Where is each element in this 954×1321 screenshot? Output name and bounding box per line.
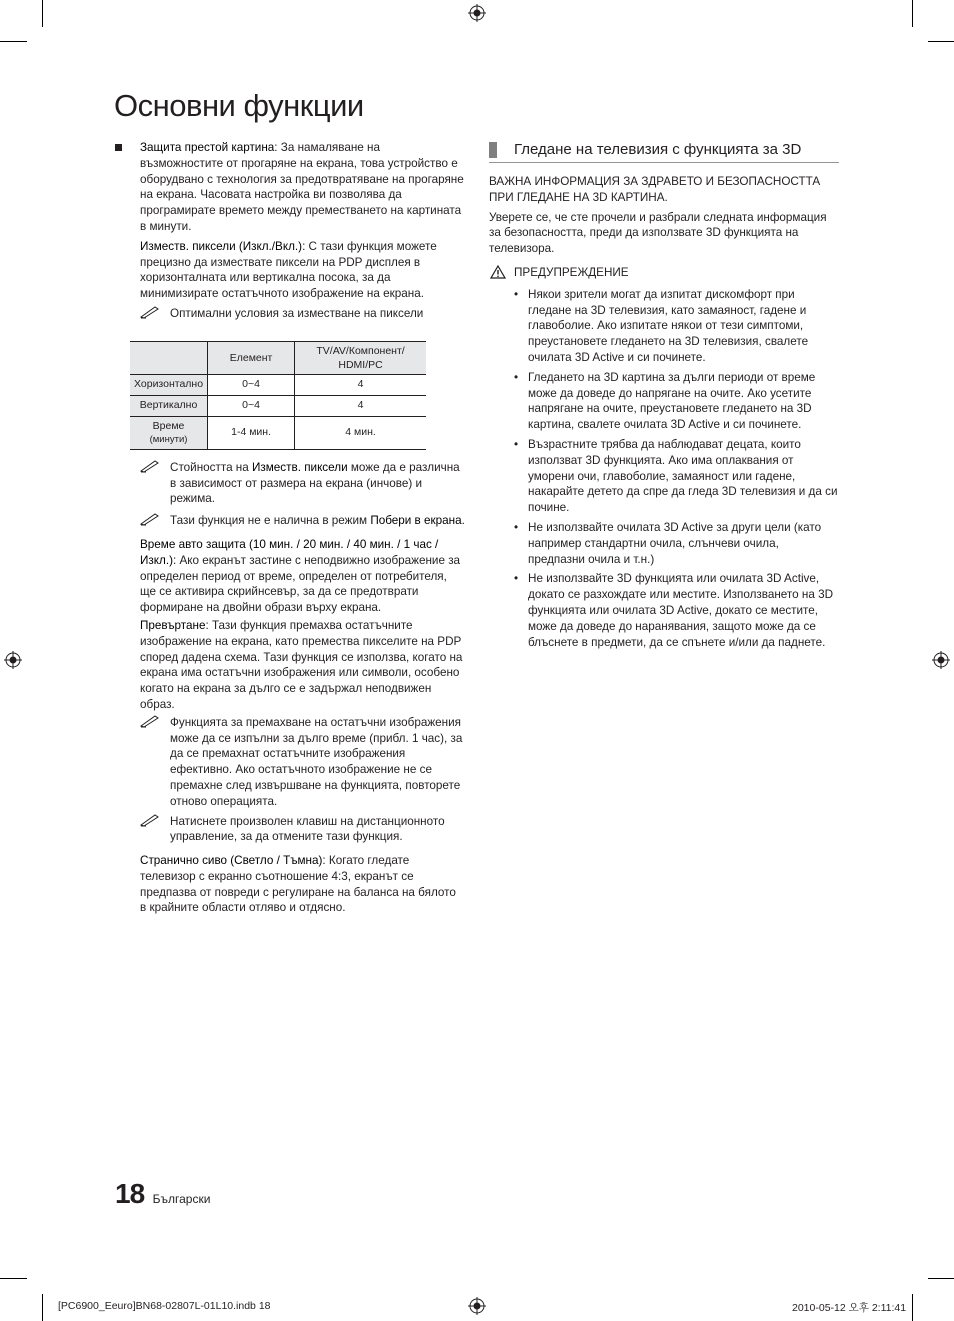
warning-block	[489, 265, 839, 650]
note-fit-bold: Побери в екрана	[370, 514, 462, 528]
table-row	[130, 395, 426, 416]
note-fit-post: .	[461, 514, 465, 528]
registration-mark-icon	[4, 651, 22, 669]
scrolling-text: : Тази функция премахва остатъчните изображение на екрана, като премества пикселите на PDP според дадена схема. Тази функция се използва, когато на екрана има остатъчни изображения или символи, особено когато на екрана за дълго се е задържал неподвижен образ.	[140, 618, 463, 711]
scrolling-label: Превъртане	[140, 618, 206, 632]
heading-bar-icon	[489, 142, 497, 158]
pixel-shift-table	[130, 341, 426, 450]
crop-mark	[928, 41, 954, 42]
list-item: • Не използвайте очилата 3D Active за други цели (като например стандартни очила, слънчеви очила, предпазни очила и т.н.)	[514, 520, 839, 567]
section-heading	[489, 140, 839, 163]
list-item: • Някои зрители могат да изпитат дискомфорт при гледане на 3D телевизия, като замаяност, гадене и главоболие. Ако изпитате някои от тези симптоми, преустановете гледането на 3D телевизия, свалете очилата 3D Active и си починете.	[514, 287, 839, 366]
crop-mark	[912, 0, 913, 27]
crop-mark	[0, 41, 27, 42]
notes-and-settings	[115, 460, 465, 917]
pixel-shift-text: : С тази функция можете прецизно да измествате пиксели на PDP дисплея в хоризонталната или вертикална посока, за да минимизирате остатъчното изображение на екрана.	[140, 239, 437, 301]
auto-protect-text: : Ако екранът застине с неподвижно изображение за определен период от време, определен от потребителя, ще се активира скрийнсевър, за да се предотврати формиране на двойни образи върху екрана.	[140, 553, 461, 615]
note-scroll-1-text: Функцията за премахване на остатъчни изображения може да се изпълни за дълго време (прибл. 1 час), за да се премахнат остатъчните изображения ефективно. Ако остатъчното изображение не се премахне след извършване на функцията, повторете отново операцията.	[170, 715, 463, 808]
table-cell: 4	[295, 374, 426, 395]
table-cell: 0~4	[208, 395, 295, 416]
crop-mark	[42, 0, 43, 27]
note-value-post: може да е различна в зависимост от размера на екрана (инчове) и режима.	[170, 460, 460, 506]
table-header-cell: TV/AV/Компонент/ HDMI/PC	[295, 341, 426, 374]
list-item: • Възрастните трябва да наблюдават децата, които използват 3D функцията. Ако има оплаквания от уморени очи, главоболие, замаяност или гадене, накарайте детето да спре да гледа 3D телевизия и да си почине.	[514, 437, 839, 516]
scrolling-paragraph	[140, 618, 465, 713]
footer-datetime: 2010-05-12 오후 2:11:41	[792, 1302, 907, 1314]
warning-icon	[490, 265, 506, 279]
side-gray-label: Странично сиво (Светло / Тъмна)	[140, 854, 323, 868]
crop-mark	[42, 1294, 43, 1321]
registration-mark-icon	[468, 4, 486, 22]
footer-file: [PC6900_Eeuro]BN68-02807L-01L10.indb 18	[58, 1300, 271, 1312]
page-number: 18	[115, 1178, 145, 1209]
important-notice: ВАЖНА ИНФОРМАЦИЯ ЗА ЗДРАВЕТО И БЕЗОПАСНОСТТА ПРИ ГЛЕДАНЕ НА 3D КАРТИНА.	[489, 175, 821, 204]
note-pen-icon	[140, 813, 160, 827]
section-heading-text: Гледане на телевизия с функцията за 3D	[514, 141, 802, 158]
table-row	[130, 416, 426, 449]
note-pen-icon	[140, 305, 160, 319]
crop-mark	[0, 1278, 27, 1279]
note-fit	[140, 513, 465, 529]
table-cell-sub: (минути)	[149, 433, 188, 445]
warning-label: ПРЕДУПРЕЖДЕНИЕ	[514, 265, 629, 279]
crop-mark	[912, 1294, 913, 1321]
table-cell: 1-4 мин.	[208, 416, 295, 449]
note-scroll-2-text: Натиснете произволен клавиш на дистанционното управление, за да отмените тази функция.	[170, 814, 445, 844]
side-gray-paragraph	[140, 853, 465, 916]
screen-burn-section	[115, 140, 465, 322]
screen-burn-paragraph	[140, 140, 465, 235]
warning-list	[514, 287, 839, 651]
registration-mark-icon	[468, 1297, 486, 1315]
auto-protect-label: Време авто защита (10 мин. / 20 мин. / 40 мин. / 1 час / Изкл.)	[140, 537, 439, 567]
table-header-cell: Елемент	[208, 341, 295, 374]
left-column	[115, 140, 465, 916]
screen-burn-text: : За намаляване на възможностите от прогаряне на екрана, това устройство е оборудвано с технология за предотвратяване на прогаряне на екрана. Часовата настройка ви позволява да програмирате времето между преместването на картината в минути.	[140, 141, 464, 233]
crop-mark	[928, 1278, 954, 1279]
table-row	[130, 374, 426, 395]
page-number-block	[115, 1178, 210, 1210]
list-item: • Не използвайте 3D функцията или очилата 3D Active, докато се разхождате или местите. Използването на 3D функцията или очилата 3D Active, докато се местите, може да доведе до наранявания, защото може да се блъснете в предмети, да се спънете и/или да паднете.	[514, 571, 839, 650]
note-pen-icon	[140, 512, 160, 526]
table-cell: Хоризонтално	[130, 374, 208, 395]
list-item: • Гледането на 3D картина за дълги периоди от време може да доведе до напрягане на очите. Ако усетите напрягане на очите, преустановете гледането на 3D картина, свалете очилата 3D Active и си починете.	[514, 370, 839, 433]
right-column	[489, 140, 839, 654]
note-value-bold: Изместв. пиксели	[252, 460, 348, 474]
registration-mark-icon	[932, 651, 950, 669]
screen-burn-label: Защита престой картина	[140, 141, 275, 154]
pixel-shift-label: Изместв. пиксели (Изкл./Вкл.)	[140, 239, 303, 253]
table-cell	[130, 416, 208, 449]
pixel-shift-paragraph	[140, 239, 465, 302]
table-header-cell	[130, 341, 208, 374]
intro-paragraph: Уверете се, че сте прочели и разбрали следната информация за безопасността, преди да използвате 3D функцията на телевизора.	[489, 210, 827, 256]
note-scroll-1	[140, 715, 465, 810]
note-value	[140, 460, 465, 507]
note-fit-pre: Тази функция не е налична в режим	[170, 514, 371, 528]
table-cell: 4 мин.	[295, 416, 426, 449]
page-title: Основни функции	[114, 88, 364, 123]
table-cell: 0~4	[208, 374, 295, 395]
note-optimal-text: Оптимални условия за изместване на пиксели	[170, 306, 424, 320]
table-cell-label: Време	[152, 419, 185, 432]
side-gray-text: : Когато гледате телевизор с екранно съотношение 4:3, екранът се предпазва от повреди с регулиране на баланса на бялото в крайните области отляво и отдясно.	[140, 854, 456, 915]
auto-protect-paragraph	[140, 537, 465, 616]
note-value-pre: Стойността на	[170, 460, 253, 474]
table-header-row	[130, 341, 426, 374]
note-scroll-2	[140, 814, 465, 846]
note-optimal	[140, 306, 465, 322]
note-pen-icon	[140, 459, 160, 473]
page-language: Български	[152, 1192, 211, 1206]
table-cell: Вертикално	[130, 395, 208, 416]
square-bullet-icon	[115, 144, 122, 151]
table-cell: 4	[295, 395, 426, 416]
note-pen-icon	[140, 714, 160, 728]
